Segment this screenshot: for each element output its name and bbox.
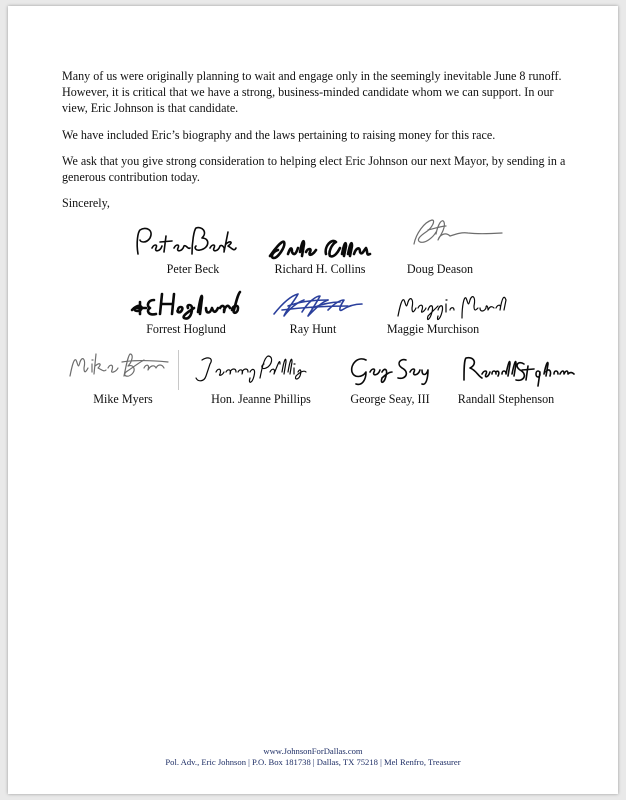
paragraph-biography: We have included Eric’s biography and the laws pertaining to raising money for this race. [62, 127, 496, 142]
signature-divider [178, 350, 179, 390]
name-richard-collins: Richard H. Collins [274, 262, 366, 276]
name-forrest-hoglund: Forrest Hoglund [146, 322, 226, 336]
paragraph-runoff: Many of us were originally planning to wait and engage only in the seemingly inevitable June 8 runoff. However, it is critical that we have a strong, business-minded candidate whom we can support. In our view, Eric Johnson is that candidate. [62, 69, 562, 116]
name-maggie-murchison: Maggie Murchison [386, 322, 480, 336]
signature-ray-hunt [268, 288, 368, 322]
name-george-seay: George Seay, III [350, 392, 430, 406]
closing: Sincerely, [62, 196, 110, 211]
footer-disclaimer: Pol. Adv., Eric Johnson | P.O. Box 181738 | Dallas, TX 75218 | Mel Renfro, Treasurer [165, 757, 461, 767]
footer-website: www.JohnsonForDallas.com [263, 746, 363, 756]
name-doug-deason: Doug Deason [406, 262, 474, 276]
footer [8, 746, 618, 768]
signature-mike-myers [64, 346, 174, 386]
signature-jeanne-phillips [188, 350, 308, 386]
name-peter-beck: Peter Beck [166, 262, 220, 276]
name-randall-stephenson: Randall Stephenson [457, 392, 555, 406]
signature-peter-beck [130, 224, 240, 264]
letter-body [62, 68, 572, 221]
signature-forrest-hoglund [126, 286, 246, 320]
name-mike-myers: Mike Myers [93, 392, 153, 406]
signature-george-seay [344, 350, 434, 390]
signature-maggie-murchison [392, 288, 512, 324]
paragraph-contribution: We ask that you give strong consideration to helping elect Eric Johnson our next Mayor, by sending in a generous contribution today. [62, 153, 566, 185]
name-jeanne-phillips: Hon. Jeanne Phillips [211, 392, 311, 406]
letter-page [8, 6, 618, 794]
signature-randall-stephenson [456, 352, 576, 388]
signature-richard-collins [264, 232, 374, 264]
name-ray-hunt: Ray Hunt [289, 322, 337, 336]
signature-doug-deason [406, 214, 506, 254]
